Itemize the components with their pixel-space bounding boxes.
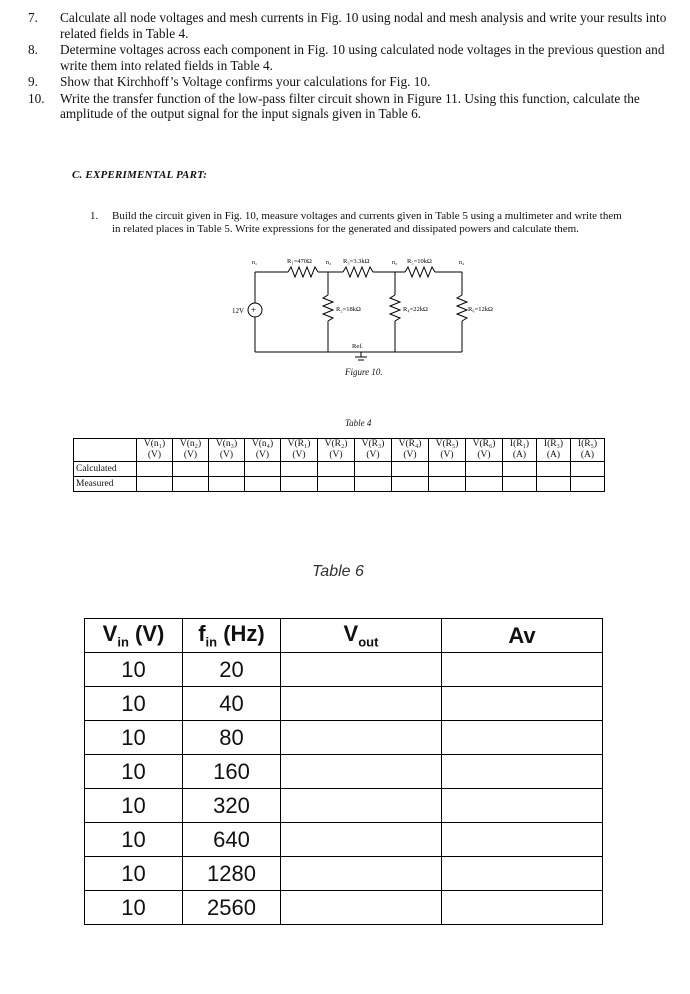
r5-label: R₅=10kΩ (407, 258, 432, 265)
question-text: Write the transfer function of the low-pass filter circuit shown in Figure 11. Using this function, calculate the amplitude of the output signal for the input signals given in Table 6. (60, 90, 640, 121)
table4-cell (571, 477, 605, 492)
table4-cell (355, 477, 392, 492)
resistor-r5 (405, 267, 435, 277)
table6-av-cell (442, 823, 603, 857)
table4-cell (281, 477, 318, 492)
table6-fin-cell: 20 (183, 653, 281, 687)
table4-cell (318, 477, 355, 492)
table6-header-vout: $V_{out}$ (281, 619, 442, 653)
experimental-item (90, 210, 630, 236)
r6-label: R₆=12kΩ (468, 306, 493, 313)
table4-cell (392, 462, 429, 477)
question-number: 8. (28, 42, 38, 57)
table6-vout-cell (281, 789, 442, 823)
table4-cell (137, 462, 173, 477)
table4-cell (571, 462, 605, 477)
table4-cell (318, 462, 355, 477)
table6-row (85, 687, 603, 721)
table-6 (84, 618, 603, 925)
table4-header: I(R₁) (A) (503, 439, 537, 462)
table6-vout-cell (281, 687, 442, 721)
table6-av-cell (442, 653, 603, 687)
table6-vout-cell (281, 653, 442, 687)
question-text: Calculate all node voltages and mesh currents in Fig. 10 using nodal and mesh analysis and write your results into related fields in Table 4. (60, 10, 667, 41)
table6-row (85, 823, 603, 857)
table6-vout-cell (281, 755, 442, 789)
table4-cell (537, 477, 571, 492)
table4-cell (281, 462, 318, 477)
table6-fin-cell: 1280 (183, 857, 281, 891)
table6-header-av: Av (442, 619, 603, 653)
table4-cell (355, 462, 392, 477)
question-text: Determine voltages across each component in Fig. 10 using calculated node voltages in the previous question and write them into related fields in Table 4. (60, 42, 665, 73)
question-list (28, 10, 668, 123)
table6-vin-cell: 10 (85, 789, 183, 823)
question-number: 10. (28, 90, 45, 106)
table6-av-cell (442, 755, 603, 789)
table6-av-cell (442, 789, 603, 823)
table6-row (85, 721, 603, 755)
resistor-r2 (323, 295, 333, 321)
table6-vin-cell: 10 (85, 755, 183, 789)
table4-cell (466, 462, 503, 477)
source-label: 12V (232, 307, 245, 315)
table6-fin-cell: 640 (183, 823, 281, 857)
resistor-r4 (390, 295, 400, 321)
table6-vin-cell: 10 (85, 823, 183, 857)
circuit-diagram (200, 255, 493, 365)
table4-header: V(R₃) (V) (355, 439, 392, 462)
table4-header: V(R₄) (V) (392, 439, 429, 462)
table4-header: V(n₁) (V) (137, 439, 173, 462)
table6-row (85, 891, 603, 925)
question-number: 7. (28, 10, 38, 25)
table6-row (85, 857, 603, 891)
r2-label: R₂=18kΩ (336, 306, 361, 313)
table4-header: V(R₁) (V) (281, 439, 318, 462)
experimental-number: 1. (90, 210, 99, 222)
table4-cell (209, 477, 245, 492)
table4-row-calculated (74, 462, 605, 477)
table4-row-measured (74, 477, 605, 492)
table4-header: I(R₃) (A) (537, 439, 571, 462)
node-label-n3: n₃ (392, 260, 398, 266)
table4-cell (429, 477, 466, 492)
table4-cell (245, 477, 281, 492)
question-8 (28, 42, 668, 73)
resistor-r3 (343, 267, 373, 277)
table6-av-cell (442, 891, 603, 925)
table4-cell (245, 462, 281, 477)
table6-vout-cell (281, 857, 442, 891)
r1-label: R₁=470Ω (287, 258, 312, 265)
table-4 (73, 438, 605, 492)
resistor-r6 (457, 295, 467, 321)
ref-label: Ref. (352, 343, 364, 350)
table6-fin-cell: 80 (183, 721, 281, 755)
table4-cell (137, 477, 173, 492)
table6-fin-cell: 40 (183, 687, 281, 721)
table4-corner (74, 439, 137, 462)
table4-cell (537, 462, 571, 477)
table4-header: V(R₅) (V) (429, 439, 466, 462)
table4-header: I(R₅) (A) (571, 439, 605, 462)
r3-label: R₃=3.3kΩ (343, 258, 370, 265)
table4-cell (429, 462, 466, 477)
table6-fin-cell: 160 (183, 755, 281, 789)
table4-cell (466, 477, 503, 492)
resistor-r1 (288, 267, 318, 277)
table6-vout-cell (281, 721, 442, 755)
table6-av-cell (442, 687, 603, 721)
table4-cell (173, 462, 209, 477)
table6-vout-cell (281, 823, 442, 857)
source-polarity-plus: + (251, 305, 257, 315)
question-number: 9. (28, 74, 38, 89)
table6-vin-cell: 10 (85, 857, 183, 891)
table6-av-cell (442, 857, 603, 891)
table6-fin-cell: 2560 (183, 891, 281, 925)
table6-header-vin: $V_{in}$ (V) (85, 619, 183, 653)
table4-header: V(R₆) (V) (466, 439, 503, 462)
table4-header: V(n₃) (V) (209, 439, 245, 462)
table4-header: V(R₂) (V) (318, 439, 355, 462)
table6-vin-cell: 10 (85, 687, 183, 721)
table4-header: V(n₄) (V) (245, 439, 281, 462)
table4-cell (209, 462, 245, 477)
table6-caption: Table 6 (312, 563, 364, 580)
node-label-n2: n₂ (326, 260, 332, 266)
question-9 (28, 74, 668, 90)
table6-row (85, 653, 603, 687)
table4-row-label: Measured (74, 477, 137, 492)
table6-header-fin: $f_{in}$ (Hz) (183, 619, 281, 653)
table6-av-cell (442, 721, 603, 755)
table4-row-label: Calculated (74, 462, 137, 477)
section-title: C. EXPERIMENTAL PART: (72, 169, 208, 181)
question-text: Show that Kirchhoff’s Voltage confirms your calculations for Fig. 10. (60, 74, 431, 89)
table6-vout-cell (281, 891, 442, 925)
table6-vin-cell: 10 (85, 891, 183, 925)
table4-cell (392, 477, 429, 492)
table4-caption: Table 4 (345, 418, 372, 428)
table4-cell (503, 462, 537, 477)
question-7 (28, 10, 668, 41)
figure-caption: Figure 10. (345, 367, 383, 377)
table6-vin-cell: 10 (85, 721, 183, 755)
question-10 (28, 91, 668, 122)
r4-label: R₄=22kΩ (403, 306, 428, 313)
table4-cell (173, 477, 209, 492)
node-label-n1: n₁ (252, 260, 258, 266)
table4-cell (503, 477, 537, 492)
node-label-n4: n₄ (459, 260, 465, 266)
ground-symbol (355, 352, 367, 360)
table4-header: V(n₂) (V) (173, 439, 209, 462)
table6-row (85, 755, 603, 789)
table6-fin-cell: 320 (183, 789, 281, 823)
experimental-text: Build the circuit given in Fig. 10, measure voltages and currents given in Table 5 using a multimeter and write them in related places in Table 5. Write expressions for the generated and dissipated powers and calculate them. (112, 210, 622, 235)
table6-row (85, 789, 603, 823)
table6-vin-cell: 10 (85, 653, 183, 687)
